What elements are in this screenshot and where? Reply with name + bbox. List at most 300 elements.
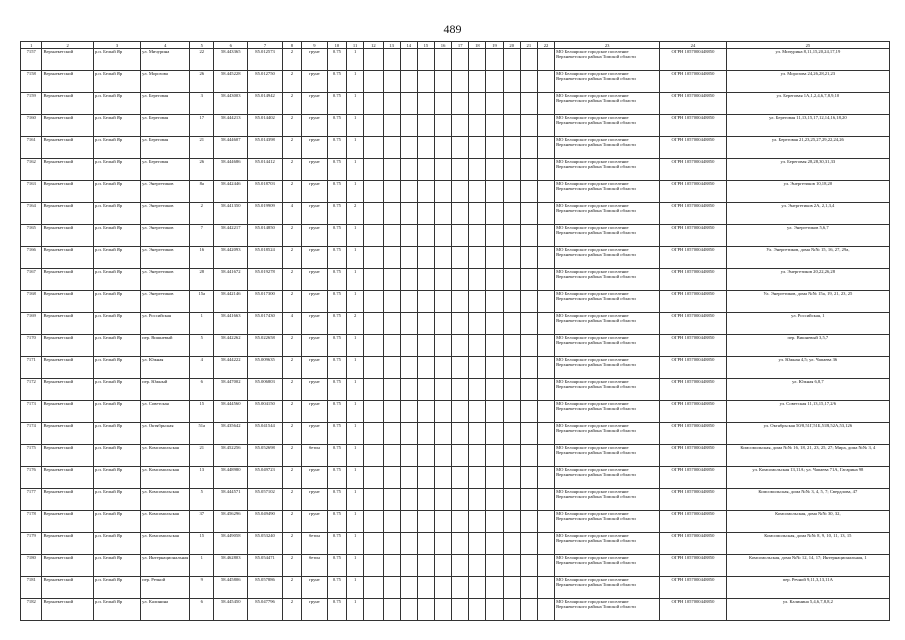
cell-street: ул. Комсомольская [141,489,190,511]
cell-empty [400,577,417,599]
cell-lon: 85.022658 [248,335,282,357]
cell-empty [537,291,554,313]
cell-empty [452,313,469,335]
cell-n: 7176 [21,467,42,489]
cell-c8: 2 [282,511,301,533]
cell-ogrn: ОГРН 1057000448850 [660,533,727,555]
cell-empty [434,577,451,599]
table-row [21,269,890,291]
column-header: 24 [660,42,727,49]
cell-empty [400,357,417,379]
cell-street: ул. Морозова [141,71,190,93]
cell-empty [434,313,451,335]
cell-lat: 58.456296 [214,511,248,533]
cell-district: Верхнекетский [42,313,93,335]
cell-empty [520,49,537,71]
table-row [21,93,890,115]
cell-empty [486,467,503,489]
cell-empty [364,93,383,115]
cell-c11: 1 [347,181,364,203]
cell-c11: 1 [347,137,364,159]
cell-empty [486,291,503,313]
cell-empty [503,137,520,159]
cell-empty [452,379,469,401]
cell-empty [486,247,503,269]
cell-settlement: р.п. Белый Яр [93,313,140,335]
cell-house: 26 [190,159,214,181]
cell-empty [469,511,486,533]
cell-empty [503,401,520,423]
cell-empty [434,489,451,511]
cell-ogrn: ОГРН 1057000448850 [660,269,727,291]
cell-n: 7179 [21,533,42,555]
table-row [21,357,890,379]
cell-empty [434,555,451,577]
cell-c9: бетон [302,445,328,467]
cell-c11: 1 [347,533,364,555]
cell-settlement: р.п. Белый Яр [93,71,140,93]
cell-empty [503,291,520,313]
cell-c9: грунт [302,203,328,225]
cell-addresses: ул. Мичурина 8,11,15,20,24,17,19 [726,49,889,71]
cell-empty [434,357,451,379]
cell-lon: 85.052698 [248,445,282,467]
cell-empty [383,49,400,71]
cell-empty [537,335,554,357]
cell-empty [400,599,417,621]
cell-empty [364,115,383,137]
cell-empty [486,599,503,621]
cell-addresses: ул. Южная 6,8,7 [726,379,889,401]
cell-district: Верхнекетский [42,269,93,291]
cell-c11: 1 [347,357,364,379]
cell-house: 51а [190,423,214,445]
cell-empty [520,533,537,555]
cell-settlement: р.п. Белый Яр [93,137,140,159]
cell-empty [417,599,434,621]
cell-n: 7174 [21,423,42,445]
cell-addresses: ул. Энергетиков 2А, 2,1,3,4 [726,203,889,225]
cell-street: пер. Речной [141,577,190,599]
cell-c9: грунт [302,49,328,71]
cell-empty [383,357,400,379]
cell-ogrn: ОГРН 1057000448850 [660,71,727,93]
cell-empty [452,445,469,467]
cell-empty [503,467,520,489]
cell-c10: 0.75 [327,269,346,291]
cell-owner: МО Белоярское городское поселение Верхнекетского района Томской области [555,181,660,203]
cell-empty [520,291,537,313]
cell-house: 37 [190,511,214,533]
cell-c11: 1 [347,49,364,71]
cell-settlement: р.п. Белый Яр [93,247,140,269]
cell-empty [520,555,537,577]
cell-empty [486,93,503,115]
cell-c10: 0.75 [327,357,346,379]
cell-empty [520,313,537,335]
cell-empty [383,115,400,137]
cell-empty [417,269,434,291]
cell-c11: 1 [347,247,364,269]
cell-empty [434,533,451,555]
cell-addresses: Комсомольская, дома №№ 8, 9, 10, 11, 13, 15 [726,533,889,555]
cell-empty [520,379,537,401]
cell-house: 28 [190,269,214,291]
cell-empty [469,203,486,225]
cell-empty [469,423,486,445]
table-row [21,49,890,71]
cell-settlement: р.п. Белый Яр [93,115,140,137]
cell-c10: 0.75 [327,137,346,159]
cell-street: ул. Энергетиков [141,247,190,269]
cell-empty [486,313,503,335]
cell-empty [400,137,417,159]
cell-c10: 0.75 [327,335,346,357]
cell-c9: бетон [302,533,328,555]
cell-owner: МО Белоярское городское поселение Верхнекетского района Томской области [555,115,660,137]
cell-owner: МО Белоярское городское поселение Верхнекетского района Томской области [555,555,660,577]
cell-c11: 1 [347,269,364,291]
cell-lon: 85.012573 [248,49,282,71]
cell-addresses: ул. Береговая 11,13,15,17,12,14,16,18,20 [726,115,889,137]
cell-c9: грунт [302,269,328,291]
cell-empty [503,335,520,357]
table-row [21,115,890,137]
cell-empty [520,203,537,225]
cell-empty [364,49,383,71]
cell-c9: грунт [302,599,328,621]
cell-empty [469,313,486,335]
cell-ogrn: ОГРН 1057000448850 [660,181,727,203]
cell-empty [520,577,537,599]
cell-empty [383,489,400,511]
cell-empty [383,467,400,489]
cell-lon: 85.057886 [248,577,282,599]
cell-n: 7158 [21,71,42,93]
cell-n: 7168 [21,291,42,313]
cell-ogrn: ОГРН 1057000448850 [660,49,727,71]
cell-c8: 2 [282,247,301,269]
cell-n: 7173 [21,401,42,423]
cell-house: 21 [190,137,214,159]
cell-lat: 58.449058 [214,533,248,555]
cell-addresses: ул. Южная 4,5; ул. Чапаева 36 [726,357,889,379]
cell-house: 26 [190,71,214,93]
cell-c8: 2 [282,159,301,181]
cell-district: Верхнекетский [42,467,93,489]
cell-c11: 1 [347,291,364,313]
cell-empty [520,401,537,423]
cell-empty [383,445,400,467]
cell-c9: грунт [302,577,328,599]
cell-street: ул. Комсомольская [141,511,190,533]
cell-empty [434,269,451,291]
table-row [21,445,890,467]
table-row [21,247,890,269]
cell-street: ул. Мичурина [141,49,190,71]
cell-lon: 85.006803 [248,379,282,401]
cell-c9: грунт [302,159,328,181]
cell-empty [383,247,400,269]
cell-house: 16 [190,247,214,269]
cell-district: Верхнекетский [42,71,93,93]
cell-lat: 58.442446 [214,181,248,203]
cell-empty [364,423,383,445]
cell-n: 7160 [21,115,42,137]
cell-district: Верхнекетский [42,533,93,555]
cell-empty [417,533,434,555]
cell-lon: 85.004150 [248,401,282,423]
cell-empty [503,599,520,621]
table-row [21,335,890,357]
cell-addresses: ул. Морозова 24,26,28,21,23 [726,71,889,93]
cell-c10: 0.75 [327,93,346,115]
cell-empty [520,115,537,137]
cell-empty [520,225,537,247]
cell-c11: 1 [347,225,364,247]
column-header: 4 [141,42,190,49]
cell-district: Верхнекетский [42,445,93,467]
table-row [21,401,890,423]
cell-empty [417,555,434,577]
page-number: 489 [443,22,462,36]
cell-c10: 0.75 [327,445,346,467]
cell-c10: 0.75 [327,379,346,401]
table-row [21,423,890,445]
cell-c10: 0.75 [327,115,346,137]
cell-lon: 85.019278 [248,269,282,291]
cell-empty [400,291,417,313]
cell-district: Верхнекетский [42,511,93,533]
cell-empty [434,247,451,269]
cell-empty [469,445,486,467]
cell-street: ул. Комсомольская [141,533,190,555]
cell-settlement: р.п. Белый Яр [93,203,140,225]
cell-empty [520,181,537,203]
cell-lat: 58.441672 [214,269,248,291]
cell-empty [434,511,451,533]
cell-addresses: ул. Советская 11,13,15,17,2/6 [726,401,889,423]
cell-lat: 58.444222 [214,357,248,379]
cell-empty [486,445,503,467]
cell-empty [434,335,451,357]
cell-c11: 1 [347,115,364,137]
cell-empty [364,203,383,225]
cell-empty [469,225,486,247]
cell-empty [503,247,520,269]
cell-n: 7170 [21,335,42,357]
cell-empty [434,49,451,71]
cell-empty [400,401,417,423]
cell-c8: 2 [282,225,301,247]
cell-empty [400,511,417,533]
cell-c10: 0.75 [327,489,346,511]
cell-empty [452,401,469,423]
cell-house: 6 [190,599,214,621]
cell-empty [434,467,451,489]
cell-n: 7169 [21,313,42,335]
cell-c11: 1 [347,335,364,357]
cell-empty [417,203,434,225]
cell-settlement: р.п. Белый Яр [93,577,140,599]
cell-empty [503,511,520,533]
cell-empty [452,291,469,313]
cell-empty [503,577,520,599]
cell-empty [400,49,417,71]
cell-c10: 0.75 [327,423,346,445]
cell-lat: 58.444686 [214,159,248,181]
cell-empty [537,49,554,71]
cell-n: 7178 [21,511,42,533]
cell-empty [486,49,503,71]
cell-empty [452,357,469,379]
cell-empty [452,577,469,599]
table-row [21,181,890,203]
cell-empty [469,357,486,379]
cell-addresses: Ул. Энергетиков, дома №№ 15а, 19, 21, 23, 25 [726,291,889,313]
cell-street: ул. Энергетиков [141,291,190,313]
cell-empty [417,291,434,313]
cell-lon: 85.017300 [248,291,282,313]
cell-empty [417,71,434,93]
cell-empty [400,533,417,555]
cell-empty [452,533,469,555]
registry-table [20,41,890,621]
cell-owner: МО Белоярское городское поселение Верхнекетского района Томской области [555,291,660,313]
cell-district: Верхнекетский [42,555,93,577]
cell-c11: 1 [347,401,364,423]
cell-c8: 4 [282,203,301,225]
cell-owner: МО Белоярское городское поселение Верхнекетского района Томской области [555,467,660,489]
cell-empty [537,423,554,445]
cell-empty [452,511,469,533]
cell-empty [383,159,400,181]
cell-ogrn: ОГРН 1057000448850 [660,555,727,577]
cell-empty [364,225,383,247]
cell-empty [417,137,434,159]
cell-lat: 58.445806 [214,577,248,599]
cell-c11: 1 [347,467,364,489]
cell-lon: 85.019909 [248,203,282,225]
cell-house: 21 [190,445,214,467]
cell-empty [537,115,554,137]
cell-c10: 0.75 [327,555,346,577]
table-row [21,291,890,313]
column-header: 9 [302,42,328,49]
cell-empty [400,555,417,577]
cell-district: Верхнекетский [42,577,93,599]
cell-c10: 0.75 [327,49,346,71]
cell-n: 7165 [21,225,42,247]
cell-empty [383,71,400,93]
column-header: 10 [327,42,346,49]
column-header: 13 [383,42,400,49]
cell-street: ул. Береговая [141,137,190,159]
cell-n: 7163 [21,181,42,203]
cell-empty [537,269,554,291]
cell-empty [452,489,469,511]
cell-c11: 1 [347,445,364,467]
cell-c8: 2 [282,467,301,489]
cell-addresses: пер. Речной 9,11,3,13,11А [726,577,889,599]
cell-c9: грунт [302,423,328,445]
column-header: 2 [42,42,93,49]
cell-owner: МО Белоярское городское поселение Верхнекетского района Томской области [555,313,660,335]
cell-street: ул. Комсомольская [141,445,190,467]
cell-empty [400,247,417,269]
cell-lon: 85.047796 [248,599,282,621]
cell-ogrn: ОГРН 1057000448850 [660,203,727,225]
cell-empty [364,401,383,423]
cell-empty [537,511,554,533]
cell-empty [434,401,451,423]
cell-owner: МО Белоярское городское поселение Верхнекетского района Томской области [555,379,660,401]
cell-c9: бетон [302,555,328,577]
cell-lat: 58.444607 [214,137,248,159]
cell-street: ул. Интернациональная [141,555,190,577]
cell-empty [417,49,434,71]
table-row [21,533,890,555]
cell-lat: 58.442146 [214,291,248,313]
cell-empty [503,71,520,93]
cell-house: 15 [190,533,214,555]
cell-empty [364,533,383,555]
cell-c8: 2 [282,489,301,511]
cell-n: 7159 [21,93,42,115]
cell-empty [520,445,537,467]
cell-empty [364,555,383,577]
cell-settlement: р.п. Белый Яр [93,291,140,313]
cell-empty [486,203,503,225]
cell-n: 7171 [21,357,42,379]
cell-empty [383,137,400,159]
cell-empty [537,577,554,599]
cell-c9: грунт [302,357,328,379]
cell-n: 7180 [21,555,42,577]
table-row [21,511,890,533]
cell-empty [503,357,520,379]
cell-lat: 58.443003 [214,93,248,115]
cell-c10: 0.75 [327,181,346,203]
cell-n: 7172 [21,379,42,401]
cell-owner: МО Белоярское городское поселение Верхнекетского района Томской области [555,225,660,247]
cell-ogrn: ОГРН 1057000448850 [660,445,727,467]
cell-empty [417,181,434,203]
cell-empty [520,489,537,511]
cell-empty [469,379,486,401]
cell-empty [434,599,451,621]
cell-empty [383,291,400,313]
cell-empty [364,467,383,489]
cell-district: Верхнекетский [42,159,93,181]
cell-lon: 85.014850 [248,225,282,247]
column-header: 12 [364,42,383,49]
cell-house: 22 [190,49,214,71]
cell-empty [486,401,503,423]
cell-empty [537,71,554,93]
cell-house: 1 [190,313,214,335]
cell-settlement: р.п. Белый Яр [93,445,140,467]
table-row [21,467,890,489]
cell-lon: 85.012750 [248,71,282,93]
cell-street: ул. Комсомольская [141,467,190,489]
cell-empty [452,423,469,445]
cell-c9: грунт [302,137,328,159]
cell-c10: 0.75 [327,401,346,423]
cell-lat: 58.444560 [214,401,248,423]
cell-empty [469,159,486,181]
cell-ogrn: ОГРН 1057000448850 [660,423,727,445]
